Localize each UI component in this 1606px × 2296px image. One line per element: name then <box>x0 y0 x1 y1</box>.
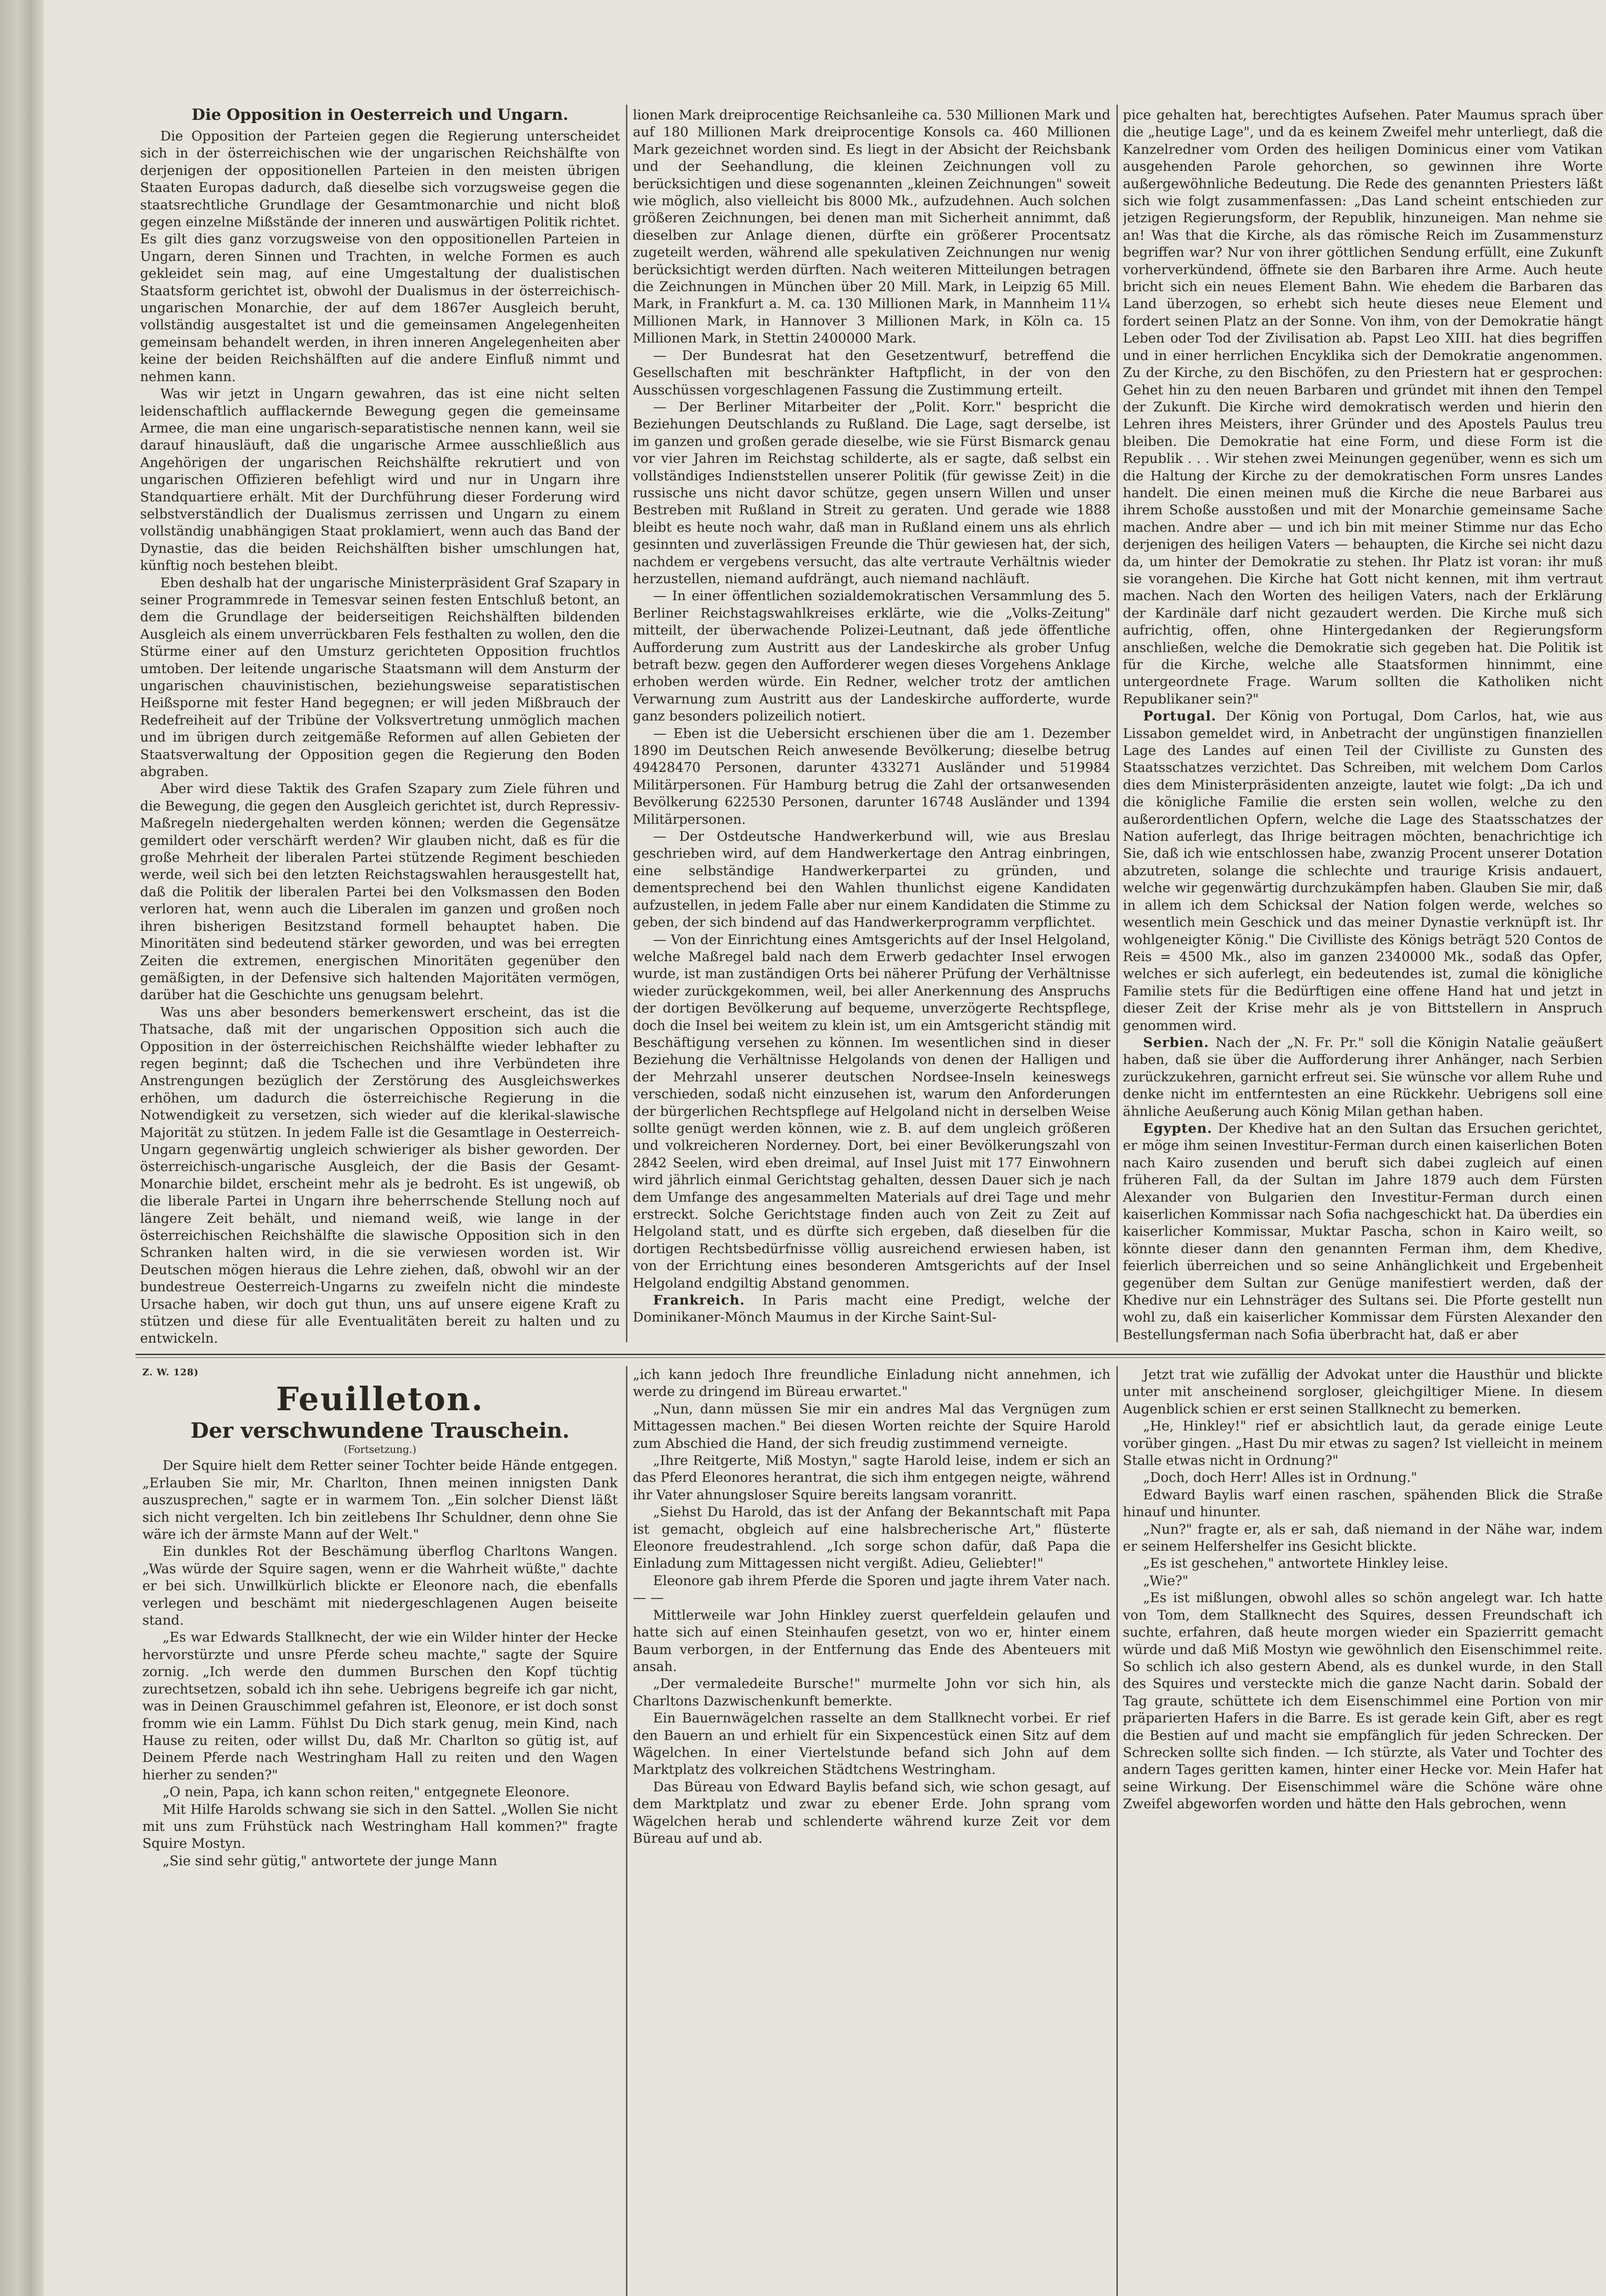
news-paragraph: — Der Berliner Mitarbeiter der „Polit. Korr." bespricht die Beziehungen Deutschlands zu Rußland. Die Lage, sagt derselbe, ist im ganzen und großen gerade dieselbe, wie sie Fürst Bismarck genau vor vier Jahren im Reichstag schilderte, als er sagte, daß selbst ein vollständiges Indienststellen unserer Politik (für gewisse Zeit) in die russische uns nicht davor schütze, gegen unsern Willen und unser Bestreben mit Rußland in Streit zu geraten. Und gerade wie 1888 bleibt es heute noch wahr, daß man in Rußland einem uns als ehrlich gesinnten und zuverlässigen Freunde die Thür gewiesen hat, der sich, nachdem er vergebens versucht, das alte vertraute Verhältnis wieder herzustellen, niemand aufdrängt, auch niemand nachläuft. <box>633 399 1110 586</box>
feuilleton-column-1 <box>142 1364 618 2296</box>
page-binding-edge <box>0 0 44 2296</box>
feuilleton-column-2 <box>633 1366 1110 2296</box>
continued-note: (Fortsetzung.) <box>344 1444 417 1456</box>
article-paragraph: Was wir jetzt in Ungarn gewahren, das ist eine nicht selten leidenschaftlich aufflackernde Bewegung gegen die gemeinsame Armee, die man eine ungarisch-separatistische nennen kann, weil sie darauf hinausläuft, daß die ungarische Armee ausschließlich aus Angehörigen der ungarischen Reichshälfte rekrutiert und von ungarischen Offizieren befehligt wird und nur in Ungarn ihre Standquartiere erhält. Mit der Durchführung dieser Forderung wird selbstverständlich der Dualismus zerrissen und Ungarn zu einem vollständig unabhängigen Staat proklamiert, wenn auch das Band der Dynastie, das die beiden Reichshälften bisher umschlungen hat, künftig noch bestehen bleibt. <box>140 386 620 574</box>
news-text: Der Khedive hat an den Sultan das Ersuchen gerichtet, er möge ihm seinen Investitur-Ferman durch einen kaiserlichen Boten nach Kairo zusenden und beruft sich dabei zugleich auf einen früheren Fall, da der Sultan im Jahre 1879 auch dem Fürsten Alexander von Bulgarien den Investitur-Ferman durch einen kaiserlichen Kommissar nach Sofia nachgeschickt hat. Da überdies ein kaiserlicher Kommissar, Muktar Pascha, schon in Kairo weilt, so könnte dieser dann den genannten Ferman ihm, dem Khedive, feierlich überreichen und so seine Anhänglichkeit und Ergebenheit gegenüber dem Sultan zur Genüge manifestiert werden, daß der Khedive nur ein Lehnsträger des Sultans sei. Die Pforte gestellt nun wohl zu, daß ein kaiserlicher Kommissar dem Fürsten Alexander den Bestellungsferman nach Sofia überbracht hat, daß er aber <box>1123 1120 1603 1342</box>
news-paragraph: — Von der Einrichtung eines Amtsgerichts auf der Insel Helgoland, welche Maßregel bald nach dem Erwerb gedachter Insel erwogen wurde, ist man zuständigen Orts bei näherer Prüfung der Verhältnisse wieder zurückgekommen, weil, bei aller Anerkennung des Anspruchs der dortigen Bevölkerung auf bequeme, unverzögerte Rechtspflege, doch die Insel bei weitem zu klein ist, um ein Amtsgericht ständig mit Beschäftigung versehen zu können. Im wesentlichen sind in dieser Beziehung die Verhältnisse Helgolands von denen der Halligen und der Mehrzahl unserer deutschen Nordsee-Inseln keineswegs verschieden, sodaß nicht einzusehen ist, warum den Anforderungen der bürgerlichen Rechtspflege auf Helgoland nicht in derselben Weise sollte genügt werden können, wie z. B. auf dem ungleich größeren und volkreicheren Norderney. Dort, bei einer Bevölkerungszahl von 2842 Seelen, wird eben dreimal, auf Insel Juist mit 177 Einwohnern wird jährlich einmal Gerichtstag gehalten, dessen Dauer sich je nach dem Umfange des angesammelten Materials auf drei Tage und mehr erstreckt. Solche Gerichtstage finden auch von Zeit zu Zeit auf Helgoland statt, und es dürfte sich ergeben, daß dieselben für die dortigen Rechtsbedürfnisse völlig ausreichend erwiesen haben, ist von der Errichtung eines besonderen Amtsgerichts auf der Insel Helgoland endgiltig Abstand genommen. <box>633 931 1110 1291</box>
article-heading: Die Opposition in Oesterreich und Ungarn. <box>192 106 569 124</box>
story-paragraph: „Ihre Reitgerte, Miß Mostyn," sagte Harold leise, indem er sich an das Pferd Eleonores herantrat, die sich ihm entgegen neigte, während ihr Vater ahnungsloser Squire bereits langsam voranritt. <box>633 1452 1110 1503</box>
story-paragraph: „Sie sind sehr gütig," antwortete der junge Mann <box>163 1852 497 1868</box>
story-paragraph: Der Squire hielt dem Retter seiner Tochter beide Hände entgegen. „Erlauben Sie mir, Mr. Charlton, Ihnen meinen innigsten Dank auszusprechen," sagte er in warmem Ton. „Ein solcher Dienst läßt sich nicht vergelten. Ich bin zeitlebens Ihr Schuldner, denn ohne Sie wäre ich der ärmste Mann auf der Welt." <box>142 1458 618 1542</box>
story-paragraph: „Es ist geschehen," antwortete Hinkley leise. <box>1143 1555 1448 1571</box>
section-subheading: Portugal. <box>1143 708 1217 724</box>
column-1 <box>140 105 620 1347</box>
story-paragraph: „Nun?" fragte er, als er sah, daß niemand in der Nähe war, indem er seinem Helfershelfer ins Gesicht blickte. <box>1123 1521 1603 1554</box>
story-paragraph: „Der vermaledeite Bursche!" murmelte John vor sich hin, als Charltons Dazwischenkunft bemerkte. <box>633 1676 1110 1709</box>
news-paragraph <box>1123 1120 1603 1343</box>
story-paragraph: „Es ist mißlungen, obwohl alles so schön angelegt war. Ich hatte von Tom, dem Stallknecht des Squires, dessen Freundschaft ich suchte, erfahren, daß heute morgen wieder ein Spazierritt gemacht würde und daß Miß Mostyn wie gewöhnlich den Eisenschimmel reite. So schlich ich also gestern Abend, als es dunkel wurde, in den Stall des Squires und versteckte mich die ganze Nacht darin. Sobald der Tag graute, schüttete ich dem Eisenschimmel eine Portion von mir präparierten Hafers in die Barre. Es ist gerade kein Gift, aber es regt die Bestien auf und macht sie empfänglich für jeden Schrecken. Der Schrecken sollte sich finden. — Ich stürzte, als Vater und Tochter des andern Tages geritten kamen, hinter einer Hecke vor. Mein Hafer hat seine Wirkung. Der Eisenschimmel wäre die Schöne wäre ohne Zweifel abgeworfen worden und hätte den Hals gebrochen, wenn <box>1123 1590 1603 1812</box>
article-paragraph: Eben deshalb hat der ungarische Ministerpräsident Graf Szapary in seiner Programmrede in Temesvar seinen festen Entschluß betont, an dem die Grundlage der beiderseitigen Reichshälften bildenden Ausgleich als einem unverrückbaren Fels festhalten zu wollen, den die Stürme einer auf den Umsturz gerichteten Opposition fruchtlos umtoben. Der leitende ungarische Staatsmann will dem Ansturm der ungarischen chauvinistischen, beziehungsweise separatistischen Heißsporne mit fester Hand begegnen; er will jeden Mißbrauch der Redefreiheit auf der Tribüne der Volksvertretung unmöglich machen und im übrigen durch zeitgemäße Reformen auf allen Gebieten der Staatsverwaltung der Opposition gegen die Regierung den Boden abgraben. <box>140 574 620 780</box>
story-paragraph: Mit Hilfe Harolds schwang sie sich in den Sattel. „Wollen Sie nicht mit uns zum Frühstück nach Westringham Hall kommen?" fragte Squire Mostyn. <box>142 1801 618 1851</box>
article-paragraph: Die Opposition der Parteien gegen die Regierung unterscheidet sich in der österreichischen wie der ungarischen Reichshälfte von derjenigen der oppositionellen Parteien in den meisten übrigen Staaten Europas dadurch, daß dieselbe sich vorzugsweise gegen die staatsrechtliche Grundlage der Gesamtmonarchie und nicht bloß gegen einzelne Mißstände der inneren und auswärtigen Politik richtet. Es gilt dies ganz vorzugsweise von den oppositionellen Parteien in Ungarn, deren Sinnen und Trachten, in welche Formen es auch gekleidet sein mag, auf eine Umgestaltung der dualistischen Staatsform gerichtet ist, obwohl der Dualismus in der österreichisch-ungarischen Monarchie, der auf dem 1867er Ausgleich beruht, vollständig ausgestaltet ist und die gemeinsamen Angelegenheiten gemeinsam behandelt werden, in ihren inneren Angelegenheiten aber keine der beiden Reichshälften auf die andere Einfluß nimmt und nehmen kann. <box>140 128 620 384</box>
story-paragraph: „Es war Edwards Stallknecht, der wie ein Wilder hinter der Hecke hervorstürzte und unsre Pferde scheu machte," sagte der Squire zornig. „Ich werde den dummen Burschen den Kopf tüchtig zurechtsetzen, sobald ich ihn sehe. Uebrigens begreife ich gar nicht, was in Deinen Grauschimmel gefahren ist, Eleonore, er ist doch sonst fromm wie ein Lamm. Fühlst Du Dich stark genug, mein Kind, nach Hause zu reiten, oder willst Du, daß Mr. Charlton so gütig ist, auf Deinem Pferde nach Westringham Hall zu reiten und den Wagen hierher zu senden?" <box>142 1629 618 1783</box>
news-paragraph: — In einer öffentlichen sozialdemokratischen Versammlung des 5. Berliner Reichstagswahlkreises erklärte, wie die „Volks-Zeitung" mitteilt, der überwachende Polizei-Leutnant, daß jede öffentliche Aufforderung zum Austritt aus der Landeskirche als grober Unfug betraft bezw. gegen den Aufforderer wegen dieses Vorgehens Anklage erhoben werden würde. Ein Redner, welcher trotz der amtlichen Verwarnung zum Austritt aus der Landeskirche aufforderte, wurde ganz besonders polizeilich notiert. <box>633 588 1110 724</box>
story-paragraph: „Doch, doch Herr! Alles ist in Ordnung." <box>1143 1469 1417 1486</box>
section-subheading: Serbien. <box>1143 1034 1209 1050</box>
story-paragraph: Edward Baylis warf einen raschen, spähenden Blick die Straße hinauf und hinunter. <box>1123 1486 1603 1520</box>
story-paragraph: Das Büreau von Edward Baylis befand sich, wie schon gesagt, auf dem Marktplatz und zwar zu ebener Erde. John sprang vom Wägelchen herab und schlenderte während kurze Zeit vor dem Büreau auf und ab. <box>633 1778 1110 1846</box>
news-paragraph: lionen Mark dreiprocentige Reichsanleihe ca. 530 Millionen Mark und auf 180 Millionen Mark dreiprocentige Konsols ca. 460 Millionen Mark gezeichnet worden sind. Es liegt in der Absicht der Reichsbank und der Seehandlung, die kleinen Zeichnungen voll zu berücksichtigen und diese sogenannten „kleinen Zeichnungen" soweit wie möglich, also vielleicht bis 8000 Mk., aufzudehnen. Auch solchen größeren Zeichnungen, bei denen man mit Sicherheit annimmt, daß dieselben zur Anlage dienen, dürfte ein größerer Procentsatz zugeteilt werden, während alle spekulativen Zeichnungen nur wenig berücksichtigt werden dürften. Nach weiteren Mitteilungen betragen die Zeichnungen in München über 20 Mill. Mark, in Leipzig 65 Mill. Mark, in Frankfurt a. M. ca. 130 Millionen Mark, in Mannheim 11¼ Millionen Mark, in Hannover 3 Millionen Mark, in Köln ca. 15 Millionen Mark, in Stettin 2400000 Mark. <box>633 107 1110 346</box>
news-text: In Paris macht eine Predigt, welche der Dominikaner-Mönch Maumus in der Kirche Saint-Sul- <box>633 1292 1110 1325</box>
newspaper-page <box>44 0 1606 2296</box>
story-paragraph: Ein Bauernwägelchen rasselte an dem Stallknecht vorbei. Er rief den Bauern an und erhielt für ein Sixpencestück einen Sitz auf dem Wägelchen. In einer Viertelstunde befand sich John auf dem Marktplatz des volkreichen Städtchens Westringham. <box>633 1710 1110 1778</box>
story-paragraph: Eleonore gab ihrem Pferde die Sporen und jagte ihrem Vater nach. — — <box>633 1572 1110 1606</box>
story-paragraph: „Wie?" <box>1143 1572 1189 1588</box>
news-paragraph: — Der Ostdeutsche Handwerkerbund will, wie aus Breslau geschrieben wird, auf dem Handwerkertage den Antrag einbringen, eine selbständige Handwerkerpartei zu gründen, und dementsprechend bei den Wahlen thunlichst eigene Kandidaten aufzustellen, in jedem Falle aber nur einem Kandidaten die Stimme zu geben, der sich bindend auf das Handwerkerprogramm verpflichtet. <box>633 828 1110 930</box>
story-paragraph: „He, Hinkley!" rief er absichtlich laut, da gerade einige Leute vorüber gingen. „Hast Du mir etwas zu sagen? Ist vielleicht in meinem Stalle etwas nicht in Ordnung?" <box>1123 1418 1603 1469</box>
story-paragraph: Ein dunkles Rot der Beschämung überflog Charltons Wangen. „Was würde der Squire sagen, wenn er die Wahrheit wüßte," dachte er bei sich. Unwillkürlich blickte er Eleonore nach, die ebenfalls verlegen und beschämt mit niedergeschlagenen Augen beiseite stand. <box>142 1543 618 1628</box>
story-paragraph: Jetzt trat wie zufällig der Advokat unter die Hausthür und blickte unter mit anscheinend sorgloser, gleichgiltiger Miene. In diesem Augenblick schien er erst seinen Stallknecht zu bemerken. <box>1123 1367 1603 1417</box>
story-paragraph: „O nein, Papa, ich kann schon reiten," entgegnete Eleonore. <box>163 1784 570 1800</box>
news-paragraph: pice gehalten hat, berechtigtes Aufsehen. Pater Maumus sprach über die „heutige Lage", und da es keinem Zweifel mehr unterliegt, daß die Kanzelredner vom Orden des heiligen Dominicus einer vom Vatikan ausgehenden Parole gehorchen, so gewinnen ihre Worte außergewöhnliche Bedeutung. Die Rede des genannten Priesters läßt sich wie folgt zusammenfassen: „Das Land scheint entschieden zur jetzigen Regierungsform, der Republik, hinzuneigen. Man nehme sie an! Was that die Kirche, als das römische Reich im Zusammensturz begriffen war? Nur von ihrer göttlichen Sendung erfüllt, eine Zukunft vorherverkündend, öffnete sie den Barbaren ihre Arme. Auch heute bricht sich ein neues Element Bahn. Wie ehedem die Barbaren das Land überzogen, so erhebt sich heute dieses neue Element und fordert seinen Platz an der Sonne. Von ihm, von der Demokratie hängt Leben oder Tod der Zivilisation ab. Papst Leo XIII. hat dies begriffen und in einer herrlichen Encyklika sich der Demokratie angenommen. Zu der Kirche, zu den Bischöfen, zu den Priestern hat er gesprochen: Gehet hin zu den neuen Barbaren und gründet mit ihnen den Tempel der Zukunft. Die Kirche wird demokratisch werden und hierin den Lehren ihres Meisters, ihrer Gründer und des Apostels Paulus treu bleiben. Die Demokratie hat eine Form, und diese Form ist die Republik . . . Wir stehen zwei Meinungen gegenüber, wenn es sich um die Haltung der Kirche zu der demokratischen Form unsres Landes handelt. Die einen meinen muß die Kirche die neue Barbarei aus ihrem Schoße ausstoßen und mit der Monarchie gemeinsame Sache machen. Andre aber — und ich bin mit meiner Stimme nur das Echo derjenigen des heiligen Vaters — behaupten, die Kirche sei nicht dazu da, um hinter der Demokratie zu stehen. Ihr Platz ist voran: ihr muß sie vorangehen. Die Kirche hat Gott nicht kennen, mit ihm vertraut machen. Nach den Worten des heiligen Vaters, nach der Erklärung der Kardinäle darf nicht gezaudert werden. Die Kirche muß sich aufrichtig, offen, ohne Hintergedanken der Regierungsform anschließen, welche die Demokratie sich gegeben hat. Die Politik ist für die Kirche, welche alle Staatsformen hinnimmt, eine untergeordnete Frage. Warum sollten die Katholiken nicht Republikaner sein?" <box>1123 107 1603 707</box>
article-paragraph: Was uns aber besonders bemerkenswert erscheint, das ist die Thatsache, daß mit der ungarischen Opposition sich auch die Opposition in der österreichischen Reichshälfte wieder lebhafter zu regen beginnt; daß die Tschechen und ihre Verbündeten ihre Anstrengungen bezüglich der Zerstörung des Ausgleichswerkes erhöhen, um dadurch die österreichische Regierung in die Notwendigkeit zu versetzen, sich wieder auf die klerikal-slawische Majorität zu stützen. In jedem Falle ist die Gesamtlage in Oesterreich-Ungarn gegenwärtig ungleich schwieriger als bisher geworden. Der österreichisch-ungarische Ausgleich, der die Basis der Gesamt-Monarchie bildet, erscheint mehr als je bedroht. Es ist ungewiß, ob die liberale Partei in Ungarn ihre beherrschende Stellung noch auf längere Zeit behält, und niemand weiß, wie lange in der österreichischen Reichshälfte die slawische Opposition sich in den Schranken halten wird, in die sie verwiesen worden ist. Wir Deutschen mögen hieraus die Lehre ziehen, daß, obwohl wir an der bundestreue Oesterreich-Ungarns zu zweifeln nicht die mindeste Ursache haben, wir doch gut thun, uns auf unsere eigene Kraft zu stützen und diese für alle Eventualitäten bereit zu halten und zu entwickeln. <box>140 1004 620 1346</box>
story-paragraph: „ich kann jedoch Ihre freundliche Einladung nicht annehmen, ich werde zu dringend im Büreau erwartet." <box>633 1367 1110 1400</box>
section-subheading: Frankreich. <box>653 1292 745 1308</box>
feuilleton-divider <box>135 1354 1605 1355</box>
printer-mark: Z. W. 128) <box>142 1367 199 1378</box>
news-paragraph <box>1123 708 1603 1034</box>
column-rule <box>626 1366 627 2296</box>
feuilleton-title: Feuilleton. <box>276 1380 484 1418</box>
news-text: Der König von Portugal, Dom Carlos, hat, wie aus Lissabon gemeldet wird, in Anbetracht der ungünstigen finanziellen Lage des Landes auf einen Teil der Civilliste zu Gunsten des Staatsschatzes verzichtet. Das Schreiben, mit welchem Dom Carlos dies dem Ministerpräsidenten anzeigte, lautet wie folgt: „Da ich und die königliche Familie die ersten sein wollen, welche zu den außerordentlichen Opfern, welche die Lage des Staatsschatzes der Nation auferlegt, das Ihrige beitragen möchten, benachrichtige ich Sie, daß ich wie entschlossen habe, zwanzig Procent unserer Dotation abzutreten, solange die schlechte und traurige Krisis andauert, welche wir gegenwärtig durchzukämpfen haben. Glauben Sie mir, daß in allem ich dem Schicksal der Nation folgen werde, welches so wesentlich mein Geschick und das meiner Dynastie verknüpft ist. Ihr wohlgeneigter König." Die Civilliste des Königs beträgt 520 Contos de Reis = 4500 Mk., also im ganzen 2340000 Mk., sodaß das Opfer, welches er sich auferlegt, ein bedeutendes ist, zumal die königliche Familie stets für die Bedürftigen eine offene Hand hat und jetzt in dieser Zeit der Krise mehr als je von Bittstellern in Anspruch genommen wird. <box>1123 708 1603 1033</box>
article-paragraph: Aber wird diese Taktik des Grafen Szapary zum Ziele führen und die Bewegung, die gegen den Ausgleich gerichtet ist, durch Repressiv-Maßregeln niedergehalten werden können; werden die Gegensätze gemildert oder verschärft werden? Wir glauben nicht, daß es für die große Mehrheit der liberalen Partei stützende Regiment beschieden werde, weil sich bei den letzten Reichstagswahlen herausgestellt hat, daß die Politik der liberalen Partei bei den Volksmassen den Boden verloren hat, wenn auch die Liberalen im ganzen und großen noch ihren bisherigen Besitzstand formell behauptet haben. Die Minoritäten sind bedeutend stärker geworden, und was bei erregten Zeiten die extremen, energischen Minoritäten gegenüber den gemäßigten, in der Defensive sich haltenden Majoritäten vermögen, darüber hat die Geschichte uns genugsam belehrt. <box>140 781 620 1003</box>
feuilleton-column-3 <box>1123 1366 1603 2296</box>
news-paragraph <box>1123 1034 1603 1120</box>
column-rule <box>1116 1366 1118 2296</box>
news-text: Nach der „N. Fr. Pr." soll die Königin Natalie geäußert haben, daß sie über die Aufforderung ihrer Anhänger, nach Serbien zurückzukehren, garnicht erfreut sei. Sie wünsche vor allem Ruhe und denke nicht im entferntesten an eine Rückkehr. Uebrigens soll eine ähnliche Aeußerung auch König Milan gethan haben. <box>1123 1034 1603 1119</box>
news-paragraph <box>633 1292 1110 1326</box>
column-rule <box>626 105 627 1342</box>
story-paragraph: Mittlerweile war John Hinkley zuerst querfeldein gelaufen und hatte sich auf einen Steinhaufen gesetzt, von wo er, hinter einem Baum verborgen, in der Entfernung das Ende des Abenteuers mit ansah. <box>633 1607 1110 1674</box>
story-title: Der verschwundene Trauschein. <box>190 1418 570 1443</box>
story-paragraph: „Nun, dann müssen Sie mir ein andres Mal das Vergnügen zum Mittagessen machen." Bei diesen Worten reichte der Squire Harold zum Abschied die Hand, der sich freudig zustimmend verneigte. <box>633 1401 1110 1451</box>
column-2 <box>633 107 1110 1346</box>
section-subheading: Egypten. <box>1143 1120 1212 1136</box>
feuilleton-divider <box>135 1357 1605 1358</box>
column-rule <box>1116 105 1118 1342</box>
story-paragraph: „Siehst Du Harold, das ist der Anfang der Bekanntschaft mit Papa ist gemacht, obgleich auf eine halsbrecherische Art," flüsterte Eleonore freudestrahlend. „Ich sorge schon dafür, daß Papa die Einladung zum Mittagessen nicht vergißt. Adieu, Geliebter!" <box>633 1504 1110 1571</box>
news-paragraph: — Eben ist die Uebersicht erschienen über die am 1. Dezember 1890 im Deutschen Reich anwesende Bevölkerung; dieselbe betrug 49428470 Personen, darunter 433271 Ausländer und 519984 Militärpersonen. Für Hamburg betrug die Zahl der ortsanwesenden Bevölkerung 622530 Personen, darunter 16748 Ausländer und 1394 Militärpersonen. <box>633 725 1110 827</box>
column-3 <box>1123 107 1603 1346</box>
news-paragraph: — Der Bundesrat hat den Gesetzentwurf, betreffend die Gesellschaften mit beschränkter Haftpflicht, in der von den Ausschüssen vorgeschlagenen Fassung die Zustimmung erteilt. <box>633 347 1110 398</box>
